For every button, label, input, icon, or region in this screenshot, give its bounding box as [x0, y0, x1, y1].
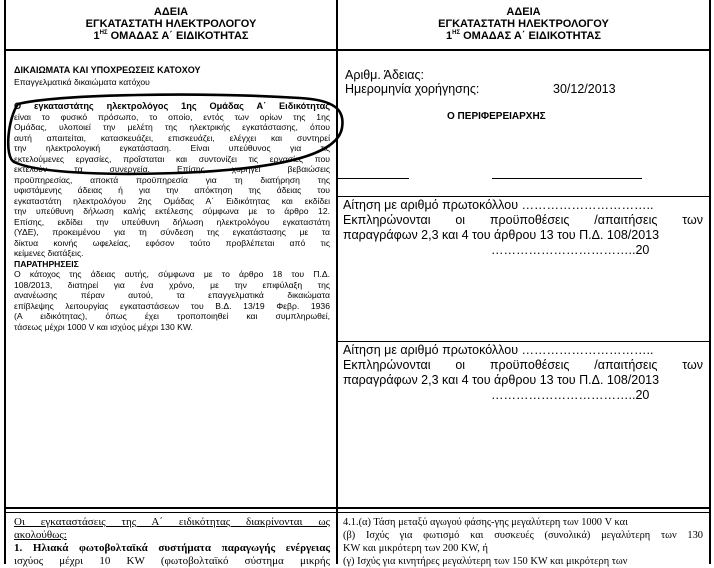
renewal-1-conditions: Εκπληρώνονται οι προϋποθέσεις /απαιτήσεις των [343, 213, 703, 227]
issue-date-value: 30/12/2013 [553, 82, 616, 96]
rights-line-9: υφιστάμενης άδειας ή για την απόκτηση της άδειας του [14, 185, 330, 195]
center-divider [336, 0, 338, 564]
rights-line-1: Ο εγκαταστάτης ηλεκτρολόγος 1ης Ομάδας Α΄ Ειδικότητας [14, 101, 330, 111]
criteria-line-3: KW και μικρότερη των 200 KW, ή [343, 543, 488, 554]
bottom-rule-1 [4, 507, 711, 509]
signature-line-left [337, 178, 409, 179]
rights-line-13: (ΥΔΕ), προκειμένου για τη σύνδεση της εγκατάστασης με τα [14, 227, 330, 237]
renewal-2-date: ……………………………..20 [491, 388, 650, 402]
rights-line-2: είναι το φυσικό πρόσωπο, το οποίο, εντός των ορίων της 1ης [14, 111, 330, 122]
categories-section [14, 516, 330, 568]
license-number-label: Αριθμ. Άδειας: [345, 68, 425, 82]
bottom-rule-2 [4, 512, 711, 513]
right-header-subtitle: ΕΓΚΑΤΑΣΤΑΤΗ ΗΛΕΚΤΡΟΛΟΓΟΥ [438, 18, 609, 30]
criteria-section [343, 516, 703, 568]
category-1-detail: ισχύος μέχρι 10 KW (φωτοβολταϊκό σύστημα μικρής [14, 555, 330, 567]
issue-date-label: Ημερομηνία χορήγησης: [345, 82, 480, 96]
categories-intro: Οι εγκαταστάσεις της Α΄ ειδικότητας διακρίνονται ως [14, 516, 330, 528]
category-1-title: 1. Ηλιακά φωτοβολταϊκά συστήματα παραγωγής ενέργειας [14, 542, 330, 554]
rights-line-7: εκτελούν τα συνεργεία. Επίσης χορηγεί βεβαιώσεις [14, 164, 330, 174]
box1-top-rule [337, 196, 711, 197]
notes-line-3: ανανέωσης πέραν αυτού, τα επαγγελματικά δικαιώματα [14, 290, 330, 300]
rights-title: ΔΙΚΑΙΩΜΑΤΑ ΚΑΙ ΥΠΟΧΡΕΩΣΕΙΣ ΚΑΤΟΧΟΥ [14, 65, 201, 75]
rights-line-12: Επίσης, εκδίδει την υπεύθυνη δήλωση ηλεκτρολόγου εγκαταστάτη [14, 216, 330, 227]
rights-line-3: Ομάδας, υλοποιεί την μελέτη της ηλεκτρικής εγκατάστασης, όπου [14, 122, 330, 132]
rights-line-11: την υπεύθυνη δήλωση καλής εκτέλεσης σύμφωνα με το άρθρο 12. [14, 206, 330, 216]
criteria-line-1: 4.1.(α) Τάση μεταξύ αγωγού φάσης-γης μεγαλύτερη των 1000 V και [343, 517, 628, 528]
signature-line-right [492, 178, 642, 179]
box2-top-rule [337, 341, 711, 342]
renewal-box-2 [343, 343, 703, 403]
notes-title: ΠΑΡΑΤΗΡΗΣΕΙΣ [14, 258, 79, 269]
rights-line-5: την ηλεκτρολογική εγκατάσταση. Είναι υπεύθυνος για τις [14, 143, 330, 153]
categories-intro-cont: ακολούθως: [14, 529, 67, 541]
rights-line-8: προϋπηρεσίας, αποκτά προϋπηρεσία για τη διατήρηση της [14, 174, 330, 185]
notes-line-5: (Α ειδικότητας), όπως έχει τροποποιηθεί και συμπληρωθεί, [14, 311, 330, 321]
rights-line-15: κείμενες διατάξεις. [14, 248, 84, 258]
renewal-2-paragraphs: παραγράφων 2,3 και 4 του άρθρου 13 του Π.Δ. 108/2013 [343, 373, 660, 387]
rights-line-10: εγκαταστάτη ηλεκτρολόγου 2ης Ομάδας Α΄ Ειδικότητας και εκδίδει [14, 195, 330, 206]
renewal-2-protocol: Αίτηση με αριθμό πρωτοκόλλου ………………………….. [343, 343, 654, 357]
criteria-line-4: (γ) Ισχύς για κινητήρες μεγαλύτερη των 150 KW και μικρότερη των [343, 556, 628, 567]
rights-subtitle: Επαγγελματικά δικαιώματα κατόχου [14, 77, 150, 87]
criteria-line-2: (β) Ισχύς για φωτισμό και συσκευές (συνολικά) μεγαλύτερη των 130 [343, 530, 703, 541]
authority-label: Ο ΠΕΡΙΦΕΡΕΙΑΡΧΗΣ [447, 111, 546, 122]
renewal-box-1 [343, 198, 703, 258]
renewal-1-paragraphs: παραγράφων 2,3 και 4 του άρθρου 13 του Π.Δ. 108/2013 [343, 228, 660, 242]
rights-line-6: εκτελούμενες εργασίες, προΐσταται και συντονίζει τις εργασίες που [14, 153, 330, 164]
left-header-subtitle: ΕΓΚΑΤΑΣΤΑΤΗ ΗΛΕΚΤΡΟΛΟΓΟΥ [85, 18, 257, 30]
notes-line-6: τάσεως μέχρι 1000 V και ισχύος μέχρι 130 KW. [14, 321, 193, 332]
rights-line-4: αυτή απαιτείται, κατασκευάζει, επισκευάζει, ελέγχει και συντηρεί [14, 132, 330, 143]
rights-line-14: δίκτυα κοινής ωφελείας, εφόσον τούτο προβλέπεται από τις [14, 237, 330, 248]
notes-line-1: Ο κάτοχος της άδειας αυτής, σύμφωνα με το άρθρο 18 του Π.Δ. [14, 269, 330, 279]
header-rule [4, 49, 711, 51]
right-header-group: $1^{H\Sigma}$ ΟΜΑΔΑΣ Α΄ ΕΙΔΙΚΟΤΗΤΑΣ [445, 30, 601, 42]
renewal-2-conditions: Εκπληρώνονται οι προϋποθέσεις /απαιτήσεις των [343, 358, 703, 372]
right-header-title: ΑΔΕΙΑ [506, 6, 541, 18]
renewal-1-protocol: Αίτηση με αριθμό πρωτοκόλλου ………………………….. [343, 198, 654, 212]
right-header [338, 6, 709, 42]
left-header-group: $1^{H\Sigma}$ ΟΜΑΔΑΣ Α΄ ΕΙΔΙΚΟΤΗΤΑΣ [93, 30, 249, 42]
left-header-title: ΑΔΕΙΑ [153, 6, 189, 18]
notes-line-2: 108/2013, διατηρεί για ένα χρόνο, με την επιφύλαξη της [14, 279, 330, 290]
renewal-1-date: ……………………………..20 [491, 243, 650, 257]
hand-drawn-circle-annotation [0, 88, 350, 178]
notes-line-4: επίβλεψης λειτουργίας εγκαταστάσεων του Β.Δ. 13/19 Φεβρ. 1936 [14, 300, 330, 311]
left-header [6, 6, 336, 42]
